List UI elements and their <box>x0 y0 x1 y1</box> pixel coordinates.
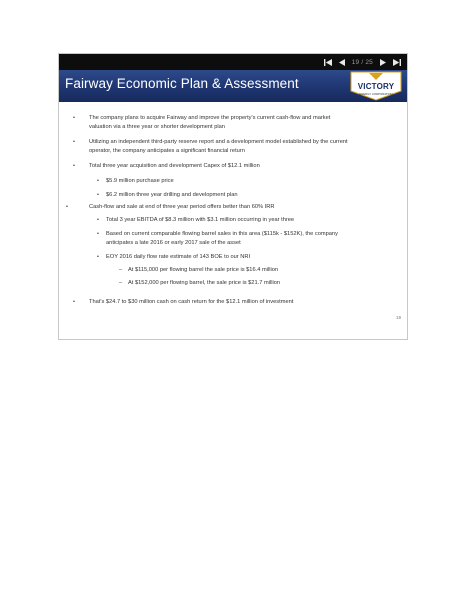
victory-logo <box>349 71 403 101</box>
last-slide-button[interactable] <box>392 58 401 67</box>
bullet-dot-icon: • <box>73 139 75 145</box>
bullet-dot-icon: • <box>97 254 99 260</box>
first-slide-button[interactable] <box>324 58 333 67</box>
bullet-line: valuation via a three year or shorter development plan <box>89 124 225 130</box>
bullet-item <box>73 114 401 132</box>
bullet-dot-icon: • <box>66 204 68 210</box>
dash-icon: – <box>119 280 123 286</box>
bullet-line: Based on current comparable flowing barrel sales in this area ($115k - $152K), the company <box>106 231 338 237</box>
sub-bullet-item <box>97 253 396 262</box>
slide <box>58 53 408 340</box>
prev-slide-button[interactable] <box>338 58 347 67</box>
bullet-dot-icon: • <box>97 178 99 184</box>
bullet-line: At $152,000 per flowing barrel, the sale price is $21.7 million <box>128 280 281 286</box>
slide-navigation <box>324 54 401 70</box>
bullet-line: Total 3 year EBITDA of $8.3 million with $3.1 million occurring in year three <box>106 217 295 223</box>
sub-bullet-item <box>97 177 396 186</box>
bullet-line: That's $24.7 to $30 million cash on cash return for the $12.1 million of investment <box>89 299 294 305</box>
next-slide-icon <box>380 59 386 66</box>
bullet-line: Total three year acquisition and development Capex of $12.1 million <box>89 163 260 169</box>
bullet-line: $6.2 million three year drilling and development plan <box>106 192 238 198</box>
slide-number: 19 <box>395 315 401 320</box>
bullet-dot-icon: • <box>73 163 75 169</box>
page-indicator: 19 / 25 <box>351 58 373 66</box>
dash-item <box>119 266 398 275</box>
next-slide-button[interactable] <box>378 58 387 67</box>
slide-nav-bar <box>59 54 407 70</box>
title-bar <box>59 70 407 102</box>
bullet-item <box>66 203 401 212</box>
logo-text: VICTORY <box>357 82 395 91</box>
bullet-line: anticipates a late 2016 or early 2017 sale of the asset <box>106 240 241 246</box>
bullet-item <box>73 162 401 171</box>
bullet-dot-icon: • <box>97 192 99 198</box>
bullet-line: $5.9 million purchase price <box>106 178 174 184</box>
sub-bullet-item <box>97 230 396 248</box>
bullet-dot-icon: • <box>73 115 75 121</box>
bullet-dot-icon: • <box>73 299 75 305</box>
logo-subtext: ENERGY CORPORATION <box>359 92 393 96</box>
bullet-item <box>73 298 401 307</box>
bullet-line: operator, the company anticipates a significant financial return <box>89 148 245 154</box>
bullet-line: At $115,000 per flowing barrel the sale price is $16.4 million <box>128 267 279 273</box>
prev-slide-icon <box>339 59 345 66</box>
dash-icon: – <box>119 267 123 273</box>
bullet-dot-icon: • <box>97 217 99 223</box>
bullet-line: EOY 2016 daily flow rate estimate of 143 BOE to our NRI <box>106 254 251 260</box>
bullet-dot-icon: • <box>97 231 99 237</box>
bullet-line: Utilizing an independent third-party reserve report and a development model established by the current <box>89 139 348 145</box>
first-slide-icon <box>324 59 332 66</box>
slide-title: Fairway Economic Plan & Assessment <box>65 76 299 91</box>
last-slide-icon <box>393 59 401 66</box>
bullet-line: Cash-flow and sale at end of three year period offers better than 60% IRR <box>89 204 275 210</box>
sub-bullet-item <box>97 191 396 200</box>
dash-item <box>119 279 398 288</box>
bullet-item <box>73 138 401 156</box>
bullet-line: The company plans to acquire Fairway and improve the property's current cash-flow and market <box>89 115 331 121</box>
sub-bullet-item <box>97 216 396 225</box>
